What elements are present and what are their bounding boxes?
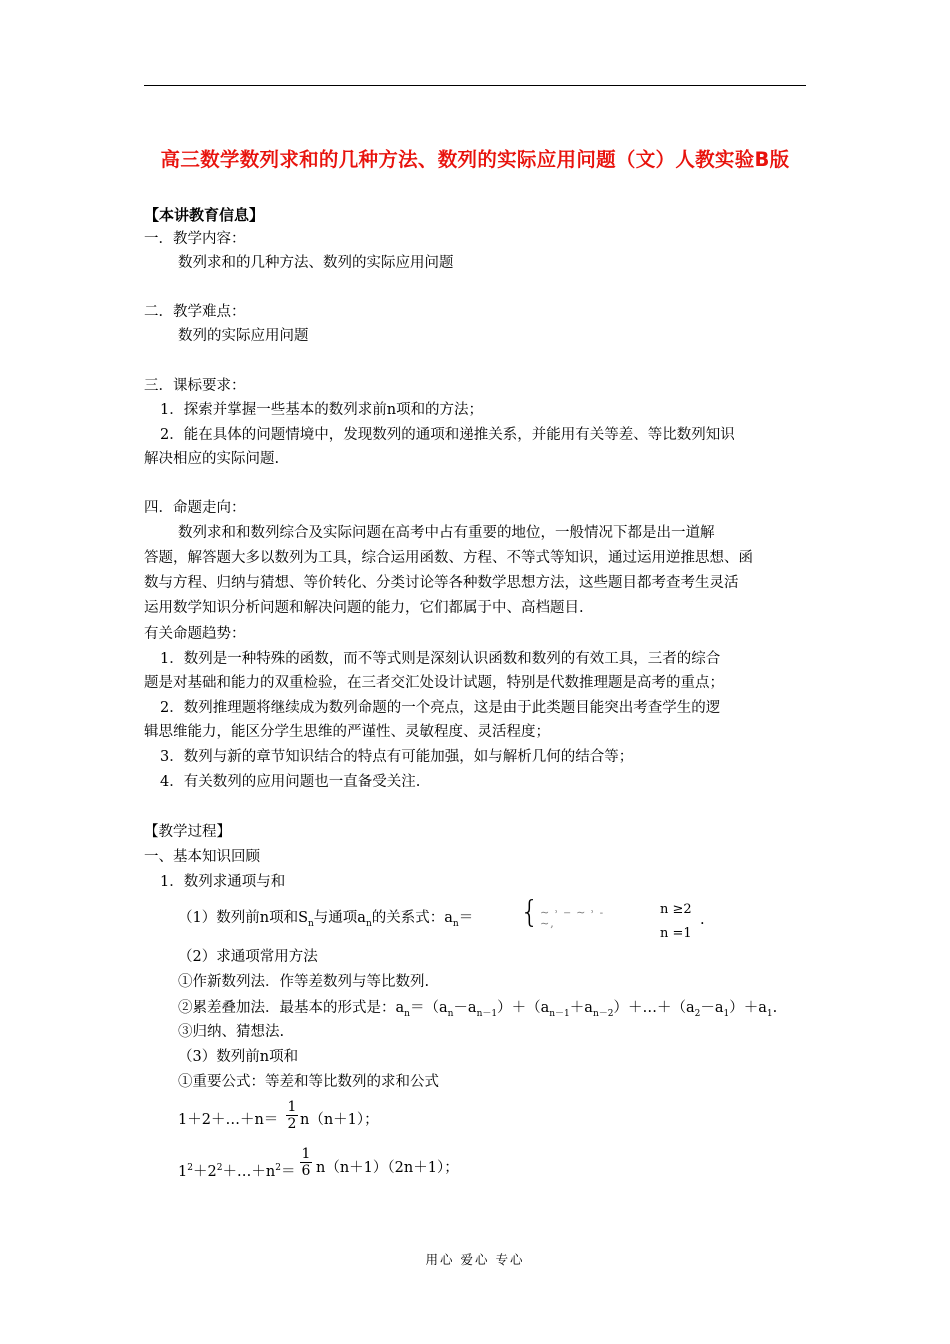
trend-4: 4．有关数列的应用问题也一直备受关注. <box>160 774 421 790</box>
condition-n-ge-2: n ≥2 <box>660 902 692 917</box>
trend-1-line-2: 题是对基础和能力的双重检验，在三者交汇处设计试题，特别是代数推理题是高考的重点； <box>144 675 724 691</box>
relation-eq: ＝ <box>458 910 474 926</box>
section-4-para-line-1: 数列求和和数列综合及实际问题在高考中占有重要的地位，一般情况下都是出一道解 <box>178 525 715 541</box>
trend-2-line-1: 2．数列推理题将继续成为数列命题的一个亮点，这是由于此类题目能突出考查学生的逻 <box>160 700 721 716</box>
relation-text-2: 与通项a <box>313 910 366 926</box>
relation-period: . <box>700 912 705 928</box>
formula-1-left: 1＋2＋…＋n＝ <box>178 1112 279 1128</box>
process-heading: 【教学过程】 <box>144 824 231 840</box>
method-2-text: ②累差叠加法．最基本的形式是：a <box>178 1000 405 1016</box>
trend-heading: 有关命题趋势： <box>144 626 246 642</box>
method-2: ②累差叠加法．最基本的形式是：$a_n=(a_n-a_{n-1})+(a_{n-1}+a_{n-2})+\dots+(a_2-a_1)+a_1$. <box>178 1000 778 1019</box>
section-2-heading: 二．教学难点： <box>144 304 246 320</box>
page-title: 高三数学数列求和的几种方法、数列的实际应用问题（文）人教实验B版 <box>160 148 790 171</box>
relation-formula: （1）数列前n项和$S_n$与通项$a_n$的关系式：$a_n=$ <box>178 910 474 929</box>
section-4-heading: 四．命题走向： <box>144 500 246 516</box>
section-4-para-line-2: 答题，解答题大多以数列为工具，综合运用函数、方程、不等式等知识，通过运用逆推思想、函 <box>144 550 753 566</box>
trend-3: 3．数列与新的章节知识结合的特点有可能加强，如与解析几何的结合等； <box>160 749 634 765</box>
trend-1-line-1: 1．数列是一种特殊的函数，而不等式则是深刻认识函数和数列的有效工具，三者的综合 <box>160 651 721 667</box>
section-2-body: 数列的实际应用问题 <box>178 328 309 344</box>
page-footer: 用心 爱心 专心 <box>425 1252 525 1267</box>
piecewise-cases-garbled: ∼ ˒ ‒ ∼ ˒ ˗ ∼, <box>540 906 605 930</box>
method-3: ③归纳、猜想法. <box>178 1024 285 1040</box>
review-item-1: 1．数列求通项与和 <box>160 874 286 890</box>
info-header: 【本讲教育信息】 <box>144 206 265 224</box>
methods-heading: （2）求通项常用方法 <box>178 949 318 965</box>
fraction-denominator: 2 <box>287 1116 297 1132</box>
formula-heading: ①重要公式：等差和等比数列的求和公式 <box>178 1074 439 1090</box>
fraction-numerator: 1 <box>301 1146 311 1162</box>
formula-2-right: n（n＋1）（2n＋1）； <box>316 1160 459 1176</box>
fraction-one-sixth <box>300 1146 312 1179</box>
piecewise-brace: { <box>520 895 540 930</box>
section-4-para-line-3: 数与方程、归纳与猜想、等价转化、分类讨论等各种数学思想方法，这些题目都考查考生灵活 <box>144 575 739 591</box>
formula-1-right: n（n＋1）； <box>300 1112 379 1128</box>
sum-heading: （3）数列前n项和 <box>178 1049 299 1065</box>
fraction-denominator: 6 <box>301 1163 311 1179</box>
condition-n-eq-1: n =1 <box>660 926 692 941</box>
review-heading: 一、基本知识回顾 <box>144 849 260 865</box>
fraction-one-half <box>286 1099 298 1132</box>
section-3-item-1: 1．探索并掌握一些基本的数列求前n项和的方法； <box>160 402 484 418</box>
fraction-numerator: 1 <box>287 1099 297 1115</box>
top-rule <box>144 85 806 86</box>
section-1-heading: 一．教学内容： <box>144 231 246 247</box>
section-1-body: 数列求和的几种方法、数列的实际应用问题 <box>178 255 454 271</box>
section-3-item-2-line-1: 2．能在具体的问题情境中，发现数列的通项和递推关系，并能用有关等差、等比数列知识 <box>160 427 735 443</box>
section-4-para-line-4: 运用数学知识分析问题和解决问题的能力，它们都属于中、高档题目. <box>144 600 584 616</box>
section-3-heading: 三．课标要求： <box>144 378 246 394</box>
relation-text-3: 的关系式：a <box>371 910 453 926</box>
trend-2-line-2: 辑思维能力，能区分学生思维的严谨性、灵敏程度、灵活程度； <box>144 724 550 740</box>
section-3-item-2-line-2: 解决相应的实际问题. <box>144 451 280 467</box>
relation-text-1: （1）数列前n项和S <box>178 910 308 926</box>
method-1: ①作新数列法．作等差数列与等比数列. <box>178 974 430 990</box>
formula-2-left: $1^2+2^2+\dots+n^2=$ <box>178 1163 296 1180</box>
